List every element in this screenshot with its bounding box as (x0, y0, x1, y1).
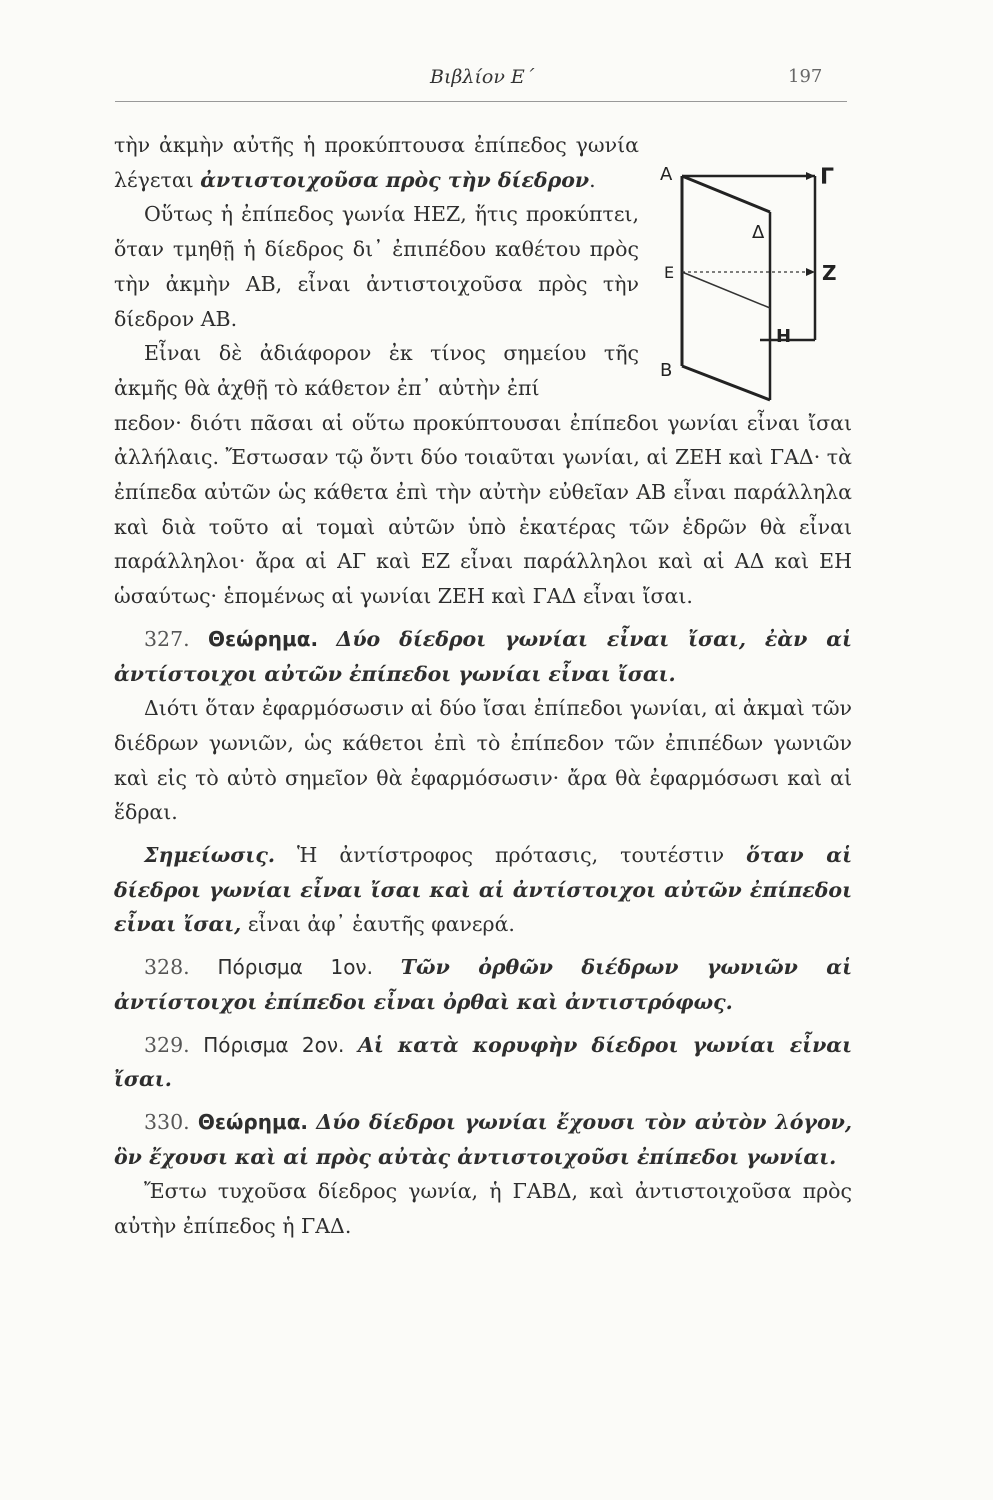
header-rule (115, 101, 847, 102)
section-328-number: 328. (144, 955, 190, 980)
label-e: E (664, 263, 675, 282)
paragraph-note (114, 838, 852, 942)
label-h: H (776, 326, 792, 347)
label-g: Γ (820, 165, 835, 190)
paragraph-definition (114, 128, 639, 197)
section-330-statement: Δύο δίεδροι γωνίαι ἔχουσι τὸν αὐτὸν λόγον, ὃν ἔχουσι καὶ αἱ πρὸς αὐτὰς ἀντιστοιχοῦσι ἐπίπεδοι γωνίαι. (114, 1109, 852, 1169)
label-b: B (660, 360, 673, 381)
section-329 (114, 1028, 852, 1097)
label-z: Z (822, 261, 837, 285)
section-327-number: 327. (144, 626, 190, 651)
note-text-c: εἶναι ἀφ᾿ ἑαυτῆς φανερά. (241, 912, 515, 937)
section-327-label: Θεώρημα. (207, 626, 319, 651)
paragraph-indifference-a: Εἶναι δὲ ἀδιάφορον ἐκ τίνος σημείου τῆς ἀκμῆς θὰ ἀχθῇ τὸ κάθετον ἐπ᾿ αὐτὴν ἐπί (114, 341, 639, 400)
section-330-label: Θεώρημα. (197, 1109, 309, 1134)
section-329-statement: Αἱ κατὰ κορυφὴν δίεδροι γωνίαι εἶναι ἴσαι. (114, 1032, 852, 1092)
running-header-title: Βιβλίον Ε΄ (430, 66, 535, 88)
section-327-statement: Δύο δίεδροι γωνίαι εἶναι ἴσαι, ἐὰν αἱ ἀντίστοιχοι αὐτῶν ἐπίπεδοι γωνίαι εἶναι ἴσαι. (114, 626, 852, 686)
section-328-statement: Τῶν ὀρθῶν διέδρων γωνιῶν αἱ ἀντίστοιχοι ἐπίπεδοι εἶναι ὀρθαὶ καὶ ἀντιστρόφως. (114, 955, 853, 1014)
p1-text: τὴν ἀκμὴν αὐτῆς ἡ προκύπτουσα ἐπίπεδος γωνία λέγεται (114, 133, 639, 192)
page-body (114, 128, 852, 1244)
section-329-label: Πόρισμα 2ον. (203, 1032, 345, 1057)
label-a: A (660, 164, 673, 185)
section-328-label: Πόρισμα 1ον. (217, 955, 373, 980)
page-number: 197 (788, 66, 823, 87)
paragraph-proof-330: Ἔστω τυχοῦσα δίεδρος γωνία, ἡ ΓΑΒΔ, καὶ ἀντιστοιχοῦσα πρὸς αὐτὴν ἐπίπεδος ἡ ΓΑΔ. (114, 1179, 852, 1239)
note-text-a: Ἡ ἀντίστροφος πρότασις, τουτέστιν (274, 843, 747, 868)
section-328 (114, 950, 852, 1019)
paragraph-proof-327: Διότι ὅταν ἐφαρμόσωσιν αἱ δύο ἴσαι ἐπίπεδοι γωνίαι, αἱ ἀκμαὶ τῶν διέδρων γωνιῶν, ὡς κάθετοι ἐπὶ τὸ ἐπίπεδον τῶν ἐπιπέδων γωνιῶν καὶ εἰς τὸ αὐτὸ σημεῖον θὰ ἐφαρμόσωσιν· ἄρα θὰ ἐφαρμόσωσι καὶ αἱ ἕδραι. (114, 696, 852, 825)
paragraph-indifference-b: πεδον· διότι πᾶσαι αἱ οὕτω προκύπτουσαι ἐπίπεδοι γωνίαι εἶναι ἴσαι ἀλλήλαις. Ἔστωσαν τῷ ὄντι δύο τοιαῦται γωνίαι, αἱ ΖΕΗ καὶ ΓΑΔ· τὰ ἐπίπεδα αὐτῶν ὡς κάθετα ἐπὶ τὴν αὐτὴν εὐθεῖαν ΑΒ εἶναι παράλληλα καὶ διὰ τοῦτο αἱ τομαὶ αὐτῶν ὑπὸ ἑκατέρας τῶν ἑδρῶν θὰ εἶναι παράλληλοι· ἄρα αἱ ΑΓ καὶ ΕΖ εἶναι παράλληλοι καὶ αἱ ΑΔ καὶ ΕΗ ὡσαύτως· ἑπομένως αἱ γωνίαι ΖΕΗ καὶ ΓΑΔ εἶναι ἴσαι. (114, 410, 852, 609)
section-327 (114, 622, 852, 691)
p1-end: . (589, 167, 596, 192)
note-emphasis: ὅταν αἱ δίεδροι γωνίαι εἶναι ἴσαι καὶ αἱ ἀντίστοιχοι αὐτῶν ἐπίπεδοι εἶναι ἴσαι, (114, 843, 852, 937)
p1-term: ἀντιστοιχοῦσα πρὸς τὴν δίεδρον (200, 167, 590, 192)
section-330 (114, 1105, 852, 1174)
paragraph-example: Οὕτως ἡ ἐπίπεδος γωνία ΗΕΖ, ἥτις προκύπτει, ὅταν τμηθῇ ἡ δίεδρος δι᾿ ἐπιπέδου καθέτου πρὸς τὴν ἀκμὴν ΑΒ, εἶναι ἀντιστοιχοῦσα πρὸς τὴν δίεδρον ΑΒ. (114, 202, 639, 331)
section-330-number: 330. (144, 1109, 190, 1134)
note-label: Σημείωσις. (144, 843, 275, 868)
label-d: Δ (752, 222, 765, 243)
section-329-number: 329. (144, 1032, 190, 1057)
